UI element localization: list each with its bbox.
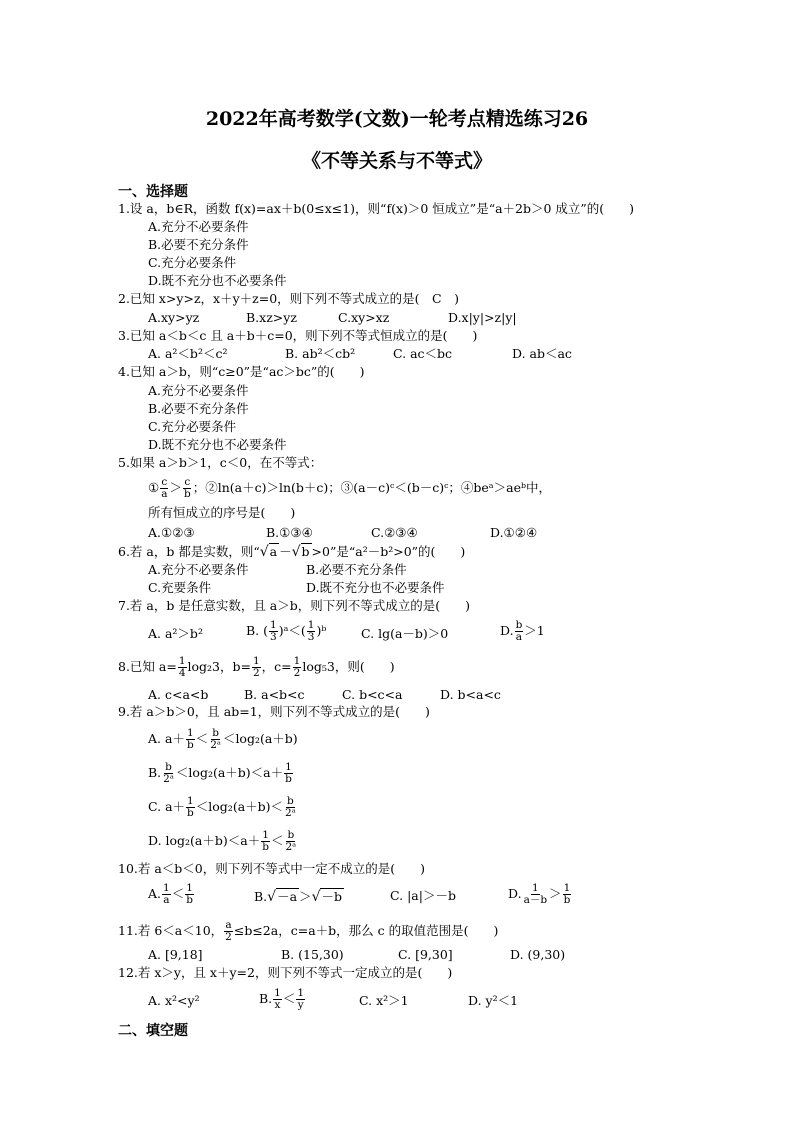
question-11-option-d: D. (9,30) (510, 947, 566, 962)
question-7-option-b: B. ( $\frac{1}{3}$ )ᵃ＜( $\frac{1}{3}$ )ᵇ (246, 619, 327, 643)
question-10-option-d: D. $\frac{1}{a-b}$ ＞ $\frac{1}{b}$ (508, 882, 571, 906)
question-11-option-b: B. (15,30) (281, 947, 344, 962)
question-12-option-d: D. y²＜1 (468, 993, 519, 1008)
question-3-option-a: A. a²＜b²＜c² (148, 346, 228, 361)
question-2-option-b: B.xz>yz (246, 310, 297, 325)
question-9-option-a: A. a＋ $\frac{1}{b}$ ＜ $\frac{b}{\text{2ᵃ}}$ ＜log₂(a＋b) (148, 727, 298, 751)
question-9-stem: 9.若 a＞b＞0，且 ab=1，则下列不等式成立的是( ) (118, 704, 430, 719)
question-5-option-b: B.①③④ (266, 525, 313, 540)
question-8-stem: 8.已知 a= $\frac{1}{4}$ log₂3，b= $\frac{1}{2}$ ，c= $\frac{1}{2}$ log₅3，则( ) (118, 655, 395, 679)
fraction-c-over-a: $\frac{c}{a}$ (161, 476, 168, 500)
question-7-option-a: A. a²＞b² (148, 626, 203, 641)
question-1-option-b: B.必要不充分条件 (148, 237, 249, 252)
question-5-option-c: C.②③④ (371, 525, 418, 540)
question-2-option-c: C.xy>xz (338, 310, 390, 325)
fraction-c-over-b: $\frac{c}{b}$ (184, 476, 191, 500)
question-5-question: 所有恒成立的序号是( ) (148, 505, 296, 520)
question-12-stem: 12.若 x＞y，且 x＋y=2，则下列不等式一定成立的是( ) (118, 965, 453, 980)
question-8-option-c: C. b<c<a (342, 687, 403, 702)
sqrt-icon: √ (291, 544, 301, 560)
question-10-option-b: B.√－a ＞√－b (254, 889, 342, 905)
question-4-option-a: A.充分不必要条件 (148, 383, 249, 398)
question-4-option-b: B.必要不充分条件 (148, 401, 249, 416)
question-10-option-a: A. $\frac{1}{a}$ ＜ $\frac{1}{b}$ (148, 882, 193, 906)
question-1-stem: 1.设 a，b∈R，函数 f(x)=ax＋b(0≤x≤1)，则“f(x)＞0 恒成立”是“a＋2b＞0 成立”的( ) (118, 201, 635, 216)
question-12-option-b: B. $\frac{1}{x}$ ＜ $\frac{1}{y}$ (259, 987, 305, 1011)
question-12-option-a: A. x²<y² (148, 993, 200, 1008)
section-heading-choice: 一、选择题 (118, 184, 188, 200)
page-subtitle: 《不等关系与不等式》 (301, 150, 492, 172)
question-6-option-a: A.充分不必要条件 (148, 562, 249, 577)
page-title: 2022年高考数学(文数)一轮考点精选练习26 (205, 108, 589, 130)
question-2-option-a: A.xy>yz (148, 310, 200, 325)
question-5-inequalities: ① $\frac{c}{a}$ ＞ $\frac{c}{b}$ ；②ln(a＋c)＞ln(b＋c)；③(a－c)ᶜ＜(b－c)ᶜ；④beᵃ＞aeᵇ中， (148, 476, 551, 500)
section-heading-fill: 二、填空题 (118, 1023, 188, 1039)
question-3-option-d: D. ab＜ac (512, 346, 572, 361)
question-9-option-b: B. $\frac{b}{\text{2ᵃ}}$ ＜log₂(a＋b)＜a＋ $\frac{1}{b}$ (148, 761, 292, 785)
question-3-option-c: C. ac＜bc (393, 346, 453, 361)
sqrt-icon: √ (259, 544, 269, 560)
question-3-stem: 3.已知 a＜b＜c 且 a＋b＋c=0，则下列不等式恒成立的是( ) (118, 328, 478, 343)
question-9-option-d: D. log₂(a＋b)＜a＋ $\frac{1}{b}$ ＜ $\frac{b}{\text{2ᵃ}}$ (148, 829, 297, 853)
question-4-option-d: D.既不充分也不必要条件 (148, 437, 287, 452)
question-2-stem: 2.已知 x>y>z，x＋y＋z=0，则下列不等式成立的是( C ) (118, 291, 459, 306)
question-9-option-c: C. a＋ $\frac{1}{b}$ ＜log₂(a＋b)＜ $\frac{b}{\text{2ᵃ}}$ (148, 795, 296, 819)
question-12-option-c: C. x²＞1 (359, 993, 409, 1008)
question-3-option-b: B. ab²＜cb² (285, 346, 356, 361)
question-10-option-c: C. |a|＞－b (390, 888, 456, 903)
question-8-option-b: B. a<b<c (244, 687, 305, 702)
question-8-option-a: A. c<a<b (148, 687, 209, 702)
question-5-option-d: D.①②④ (490, 525, 538, 540)
question-5-stem: 5.如果 a＞b＞1，c＜0，在不等式： (118, 455, 323, 470)
question-5-option-a: A.①②③ (148, 525, 195, 540)
question-1-option-a: A.充分不必要条件 (148, 219, 249, 234)
question-10-stem: 10.若 a＜b＜0，则下列不等式中一定不成立的是( ) (118, 861, 426, 876)
question-6-option-d: D.既不充分也不必要条件 (306, 580, 445, 595)
question-1-option-c: C.充分必要条件 (148, 255, 237, 270)
question-8-option-d: D. b<a<c (440, 687, 501, 702)
question-11-stem: 11.若 6＜a＜10， $\frac{a}{2}$ ≤b≤2a，c=a＋b，那么 c 的取值范围是( ) (118, 919, 499, 943)
question-7-stem: 7.若 a，b 是任意实数，且 a＞b，则下列不等式成立的是( ) (118, 598, 471, 613)
item-1-marker: ① (148, 480, 160, 495)
question-4-option-c: C.充分必要条件 (148, 419, 237, 434)
question-7-option-d: D. $\frac{b}{a}$ ＞1 (500, 619, 545, 643)
question-6-stem: 6.若 a，b 都是实数，则“√a －√b >0”是“a²－b²>0”的( ) (118, 544, 466, 560)
question-7-option-c: C. lg(a－b)＞0 (361, 626, 449, 641)
question-1-option-d: D.既不充分也不必要条件 (148, 273, 287, 288)
question-6-option-b: B.必要不充分条件 (306, 562, 407, 577)
question-4-stem: 4.已知 a＞b，则“c≥0”是“ac＞bc”的( ) (118, 364, 365, 379)
question-11-option-a: A. [9,18] (148, 947, 203, 962)
sqrt-icon: √ (267, 889, 277, 905)
question-11-option-c: C. [9,30] (398, 947, 453, 962)
question-2-option-d: D.x|y|>z|y| (448, 310, 517, 325)
sqrt-icon: √ (311, 889, 321, 905)
question-6-option-c: C.充要条件 (148, 580, 212, 595)
